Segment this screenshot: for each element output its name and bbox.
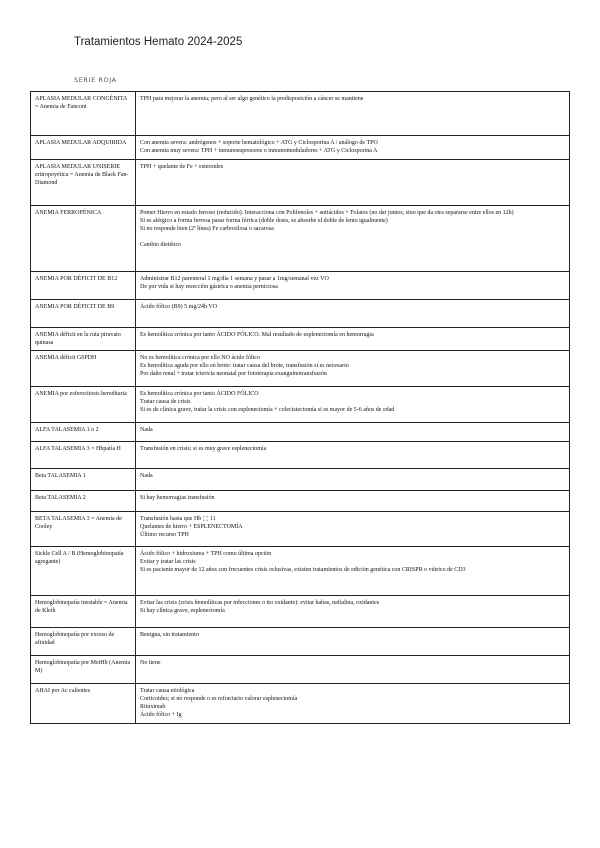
treatment-cell xyxy=(136,136,570,160)
table-row xyxy=(31,300,570,328)
table-row xyxy=(31,351,570,387)
table-row xyxy=(31,442,570,469)
treatment-line: No es hemolítica crónica por ello NO ácido fólico xyxy=(140,355,260,361)
treatment-cell xyxy=(136,596,570,628)
treatment-line: Rituximab xyxy=(140,704,166,710)
treatment-cell xyxy=(136,512,570,547)
condition-name: ANEMIA por esferocitosis hereditaria xyxy=(31,387,136,423)
table-row xyxy=(31,684,570,724)
treatment-line: Administrar B12 parenteral 1 mg/día 1 semana y pasar a 1mg/semanal vez VO xyxy=(140,276,329,282)
table-row xyxy=(31,160,570,206)
treatment-line: Con anemia severa: andrógenos + soporte hematológico + ATG y Ciclosporina A / análogo de TPO xyxy=(140,140,378,146)
condition-name: APLASIA MEDULAR CONGÉNITA = Anemia de Fanconi xyxy=(31,92,136,136)
condition-name: APLASIA MEDULAR UNISERIE eritropoyética = Anemia de Black Fan-Diamond xyxy=(31,160,136,206)
condition-name: Hemoglobinopatía inestable = Anemia de Kleih xyxy=(31,596,136,628)
table-row xyxy=(31,206,570,272)
condition-name: ALFA TALASEMIA 1 o 2 xyxy=(31,423,136,442)
condition-name: ANEMIA déficit en la ruta piruvato quinasa xyxy=(31,328,136,351)
table-row xyxy=(31,136,570,160)
treatment-line: Tratar causa etiológica xyxy=(140,688,195,694)
condition-name: ANEMIA déficit G6PDH xyxy=(31,351,136,387)
treatment-line: Benigna, sin tratamiento xyxy=(140,632,199,638)
treatment-cell xyxy=(136,491,570,512)
section-label: SERIE ROJA xyxy=(74,76,117,84)
treatment-line: Cambio dietético xyxy=(140,242,182,248)
treatment-line: Transfusión hasta que Hb ⬚ 11 xyxy=(140,516,216,522)
condition-name: BETA TALASEMIA 3 = Anemia de Cooley xyxy=(31,512,136,547)
treatment-cell xyxy=(136,547,570,596)
condition-name: Hemoglobinopatía por MetHb (Anemia M) xyxy=(31,656,136,684)
table-row xyxy=(31,328,570,351)
treatment-line: Evitar y tratar las crisis xyxy=(140,559,196,565)
treatment-cell xyxy=(136,423,570,442)
treatment-cell xyxy=(136,300,570,328)
condition-name: ALFA TALASEMIA 3 = Hbpatía H xyxy=(31,442,136,469)
condition-name: ANEMIA FERROPÉNICA xyxy=(31,206,136,272)
treatment-line: Si es de clínica grave, tratar la crisis con esplenectomía + colecistectomía si es mayor de 5-6 años de edad xyxy=(140,407,395,413)
table-row xyxy=(31,596,570,628)
table-row xyxy=(31,491,570,512)
treatment-line: Si no responde bien (2ª línea) Fe carboxilosa o sacarosa xyxy=(140,226,274,232)
condition-name: ANEMIA POR DÉFICIT DE B9 xyxy=(31,300,136,328)
table-row xyxy=(31,387,570,423)
treatment-cell xyxy=(136,328,570,351)
treatment-cell xyxy=(136,206,570,272)
condition-name: Beta TALASEMIA 2 xyxy=(31,491,136,512)
condition-name: AHAI por Ac calientes xyxy=(31,684,136,724)
table-row xyxy=(31,469,570,491)
treatment-cell xyxy=(136,92,570,136)
treatment-line: Si hay clínica grave, esplenectomía xyxy=(140,608,225,614)
treatment-line: Evitar las crisis (crisis hemolíticas por infecciones o tto oxidante): evitar habas, naftalina, oxidantes xyxy=(140,600,380,606)
treatment-line: De por vida si hay resección gástrica o anemia perniciosa xyxy=(140,284,278,290)
treatments-table-body xyxy=(31,92,570,724)
treatment-cell xyxy=(136,684,570,724)
treatment-cell xyxy=(136,656,570,684)
treatment-line: Con anemia muy severa: TPH + inmunosupresores o inmunomoduladores + ATG y Ciclosporina A xyxy=(140,148,378,154)
treatment-cell xyxy=(136,272,570,300)
treatment-line: Ácido fólico + hidroxiurea + TPH como última opción xyxy=(140,551,272,557)
treatment-line: No tiene xyxy=(140,660,161,666)
treatment-line: Transfusión en crisis; si es muy grave esplenectomía xyxy=(140,446,267,452)
treatment-line: Ácido fólico (B9) 5 mg/24h VO xyxy=(140,304,218,310)
condition-name: ANEMIA POR DÉFICIT DE B12 xyxy=(31,272,136,300)
treatment-cell xyxy=(136,351,570,387)
treatment-cell xyxy=(136,442,570,469)
treatment-line: Por daño renal + tratar ictericia neonatal por fototerapia exanguinotransfusión xyxy=(140,371,327,377)
table-row xyxy=(31,628,570,656)
treatment-line: Es hemolítica crónica por tanto ÁCIDO FÓLICO xyxy=(140,391,259,397)
treatment-line: Tratar causa de crisis xyxy=(140,399,191,405)
treatment-line: Corticoides; si no responde o es refractario valorar esplenectomía xyxy=(140,696,298,702)
treatment-line: Pomer Hierro en estado ferroso (reducido). Interacciona con Polifenoles + antiácidos + Folatos (no dar juntos, sino que da otra separarse entre ellos en 12h) xyxy=(140,210,514,216)
treatment-cell xyxy=(136,469,570,491)
treatment-line: Nada xyxy=(140,427,153,433)
table-row xyxy=(31,92,570,136)
treatment-line: Nada xyxy=(140,473,153,479)
table-row xyxy=(31,272,570,300)
treatment-cell xyxy=(136,160,570,206)
treatments-table xyxy=(30,91,570,724)
treatment-line: Último recurso TPH xyxy=(140,532,189,538)
treatment-line: Si es paciente mayor de 12 años con frecuentes crisis oclusivas, existen tratamientos de edición genética con CRISPR o vútrico de CD3 xyxy=(140,567,466,573)
treatment-line: TPH para mejorar la anemia; pero al ser algo genético la predisposición a cáncer se mantiene xyxy=(140,96,364,102)
table-row xyxy=(31,656,570,684)
table-row xyxy=(31,512,570,547)
condition-name: Sickle Cell A / B (Hemoglobinopatía agregante) xyxy=(31,547,136,596)
treatment-cell xyxy=(136,387,570,423)
treatment-line: Si hay hemorragias transfusión xyxy=(140,495,215,501)
treatment-line: Es hemolítica aguda por ello en brote: tratar causa del brote, transfusión si es necesario xyxy=(140,363,349,369)
treatment-line: TPH + quelante de Fe + esteroides xyxy=(140,164,224,170)
treatment-line: Quelantes de hierro + ESPLENECTOMÍA xyxy=(140,524,243,530)
treatment-line xyxy=(140,233,565,241)
treatment-line: Si es alérgico a forma ferrosa pasar forma férrica (doble dosis, se absorbe el doble de lento igualmente) xyxy=(140,218,388,224)
treatment-line: Ácido fólico + Ig xyxy=(140,712,182,718)
document-title: Tratamientos Hemato 2024-2025 xyxy=(74,36,243,48)
treatment-cell xyxy=(136,628,570,656)
condition-name: Hemoglobinopatía por exceso de afinidad xyxy=(31,628,136,656)
table-row xyxy=(31,423,570,442)
condition-name: Beta TALASEMIA 1 xyxy=(31,469,136,491)
condition-name: APLASIA MEDULAR ADQUIRIDA xyxy=(31,136,136,160)
table-row xyxy=(31,547,570,596)
treatment-line: Es hemolítica crónica por tanto ÁCIDO FÓLICO. Mal resultado de esplenectomía en hemorragia xyxy=(140,332,374,338)
